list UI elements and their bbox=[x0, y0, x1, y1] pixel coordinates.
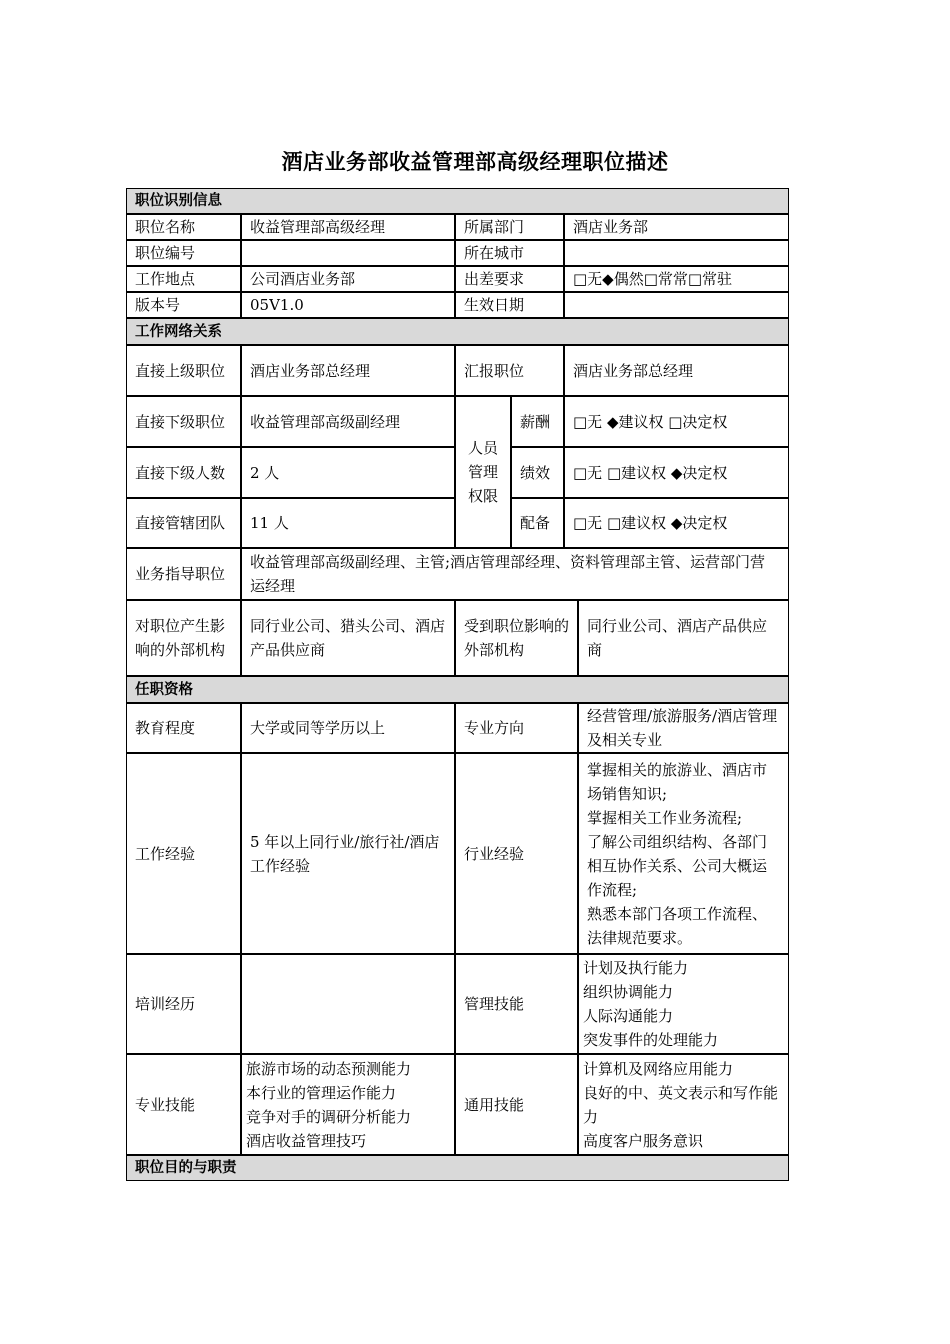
team-value: 11 人 bbox=[241, 498, 455, 548]
general-label: 通用技能 bbox=[455, 1054, 578, 1155]
hr-authority-label: 人员 管理 权限 bbox=[455, 396, 511, 548]
version-value: 05V1.0 bbox=[241, 292, 455, 318]
dept-value: 酒店业务部 bbox=[564, 214, 789, 240]
staffing-value: □无 □建议权 ◆决定权 bbox=[564, 498, 789, 548]
position-name-label: 职位名称 bbox=[126, 214, 241, 240]
guidance-value: 收益管理部高级副经理、主管;酒店管理部经理、资料管理部主管、运营部门营运经理 bbox=[241, 548, 789, 600]
performance-value: □无 □建议权 ◆决定权 bbox=[564, 447, 789, 498]
city-label: 所在城市 bbox=[455, 240, 564, 266]
education-label: 教育程度 bbox=[126, 703, 241, 753]
location-value: 公司酒店业务部 bbox=[241, 266, 455, 292]
position-no-value bbox=[241, 240, 455, 266]
section-header-qualification: 任职资格 bbox=[126, 676, 789, 703]
section-header-identity: 职位识别信息 bbox=[126, 188, 789, 214]
affected-label: 受到职位影响的外部机构 bbox=[455, 600, 578, 676]
training-label: 培训经历 bbox=[126, 954, 241, 1054]
staffing-label: 配备 bbox=[511, 498, 564, 548]
sub-count-value: 2 人 bbox=[241, 447, 455, 498]
city-value bbox=[564, 240, 789, 266]
mgmt-label: 管理技能 bbox=[455, 954, 578, 1054]
effective-label: 生效日期 bbox=[455, 292, 564, 318]
version-label: 版本号 bbox=[126, 292, 241, 318]
industry-value: 掌握相关的旅游业、酒店市场销售知识; 掌握相关工作业务流程; 了解公司组织结构、各部门相互协作关系、公司大概运作流程; 熟悉本部门各项工作流程、法律规范要求。 bbox=[578, 753, 789, 954]
position-no-label: 职位编号 bbox=[126, 240, 241, 266]
pro-label: 专业技能 bbox=[126, 1054, 241, 1155]
external-label: 对职位产生影响的外部机构 bbox=[126, 600, 241, 676]
general-value: 计算机及网络应用能力 良好的中、英文表示和写作能力 高度客户服务意识 bbox=[578, 1054, 789, 1155]
section-header-network: 工作网络关系 bbox=[126, 318, 789, 345]
major-value: 经营管理/旅游服务/酒店管理及相关专业 bbox=[578, 703, 789, 753]
salary-label: 薪酬 bbox=[511, 396, 564, 447]
guidance-label: 业务指导职位 bbox=[126, 548, 241, 600]
location-label: 工作地点 bbox=[126, 266, 241, 292]
subordinate-value: 收益管理部高级副经理 bbox=[241, 396, 455, 447]
superior-value: 酒店业务部总经理 bbox=[241, 345, 455, 396]
experience-value: 5 年以上同行业/旅行社/酒店工作经验 bbox=[241, 753, 455, 954]
dept-label: 所属部门 bbox=[455, 214, 564, 240]
affected-value: 同行业公司、酒店产品供应商 bbox=[578, 600, 789, 676]
travel-value: □无◆偶然□常常□常驻 bbox=[564, 266, 789, 292]
team-label: 直接管辖团队 bbox=[126, 498, 241, 548]
major-label: 专业方向 bbox=[455, 703, 578, 753]
education-value: 大学或同等学历以上 bbox=[241, 703, 455, 753]
training-value bbox=[241, 954, 455, 1054]
section-header-purpose: 职位目的与职责 bbox=[126, 1155, 789, 1181]
pro-value: 旅游市场的动态预测能力 本行业的管理运作能力 竞争对手的调研分析能力 酒店收益管理技巧 bbox=[241, 1054, 455, 1155]
external-value: 同行业公司、猎头公司、酒店产品供应商 bbox=[241, 600, 455, 676]
superior-label: 直接上级职位 bbox=[126, 345, 241, 396]
effective-value bbox=[564, 292, 789, 318]
industry-label: 行业经验 bbox=[455, 753, 578, 954]
subordinate-label: 直接下级职位 bbox=[126, 396, 241, 447]
performance-label: 绩效 bbox=[511, 447, 564, 498]
mgmt-value: 计划及执行能力 组织协调能力 人际沟通能力 突发事件的处理能力 bbox=[578, 954, 789, 1054]
report-value: 酒店业务部总经理 bbox=[564, 345, 789, 396]
report-label: 汇报职位 bbox=[455, 345, 564, 396]
page-title: 酒店业务部收益管理部高级经理职位描述 bbox=[281, 150, 669, 174]
position-name-value: 收益管理部高级经理 bbox=[241, 214, 455, 240]
travel-label: 出差要求 bbox=[455, 266, 564, 292]
experience-label: 工作经验 bbox=[126, 753, 241, 954]
sub-count-label: 直接下级人数 bbox=[126, 447, 241, 498]
salary-value: □无 ◆建议权 □决定权 bbox=[564, 396, 789, 447]
